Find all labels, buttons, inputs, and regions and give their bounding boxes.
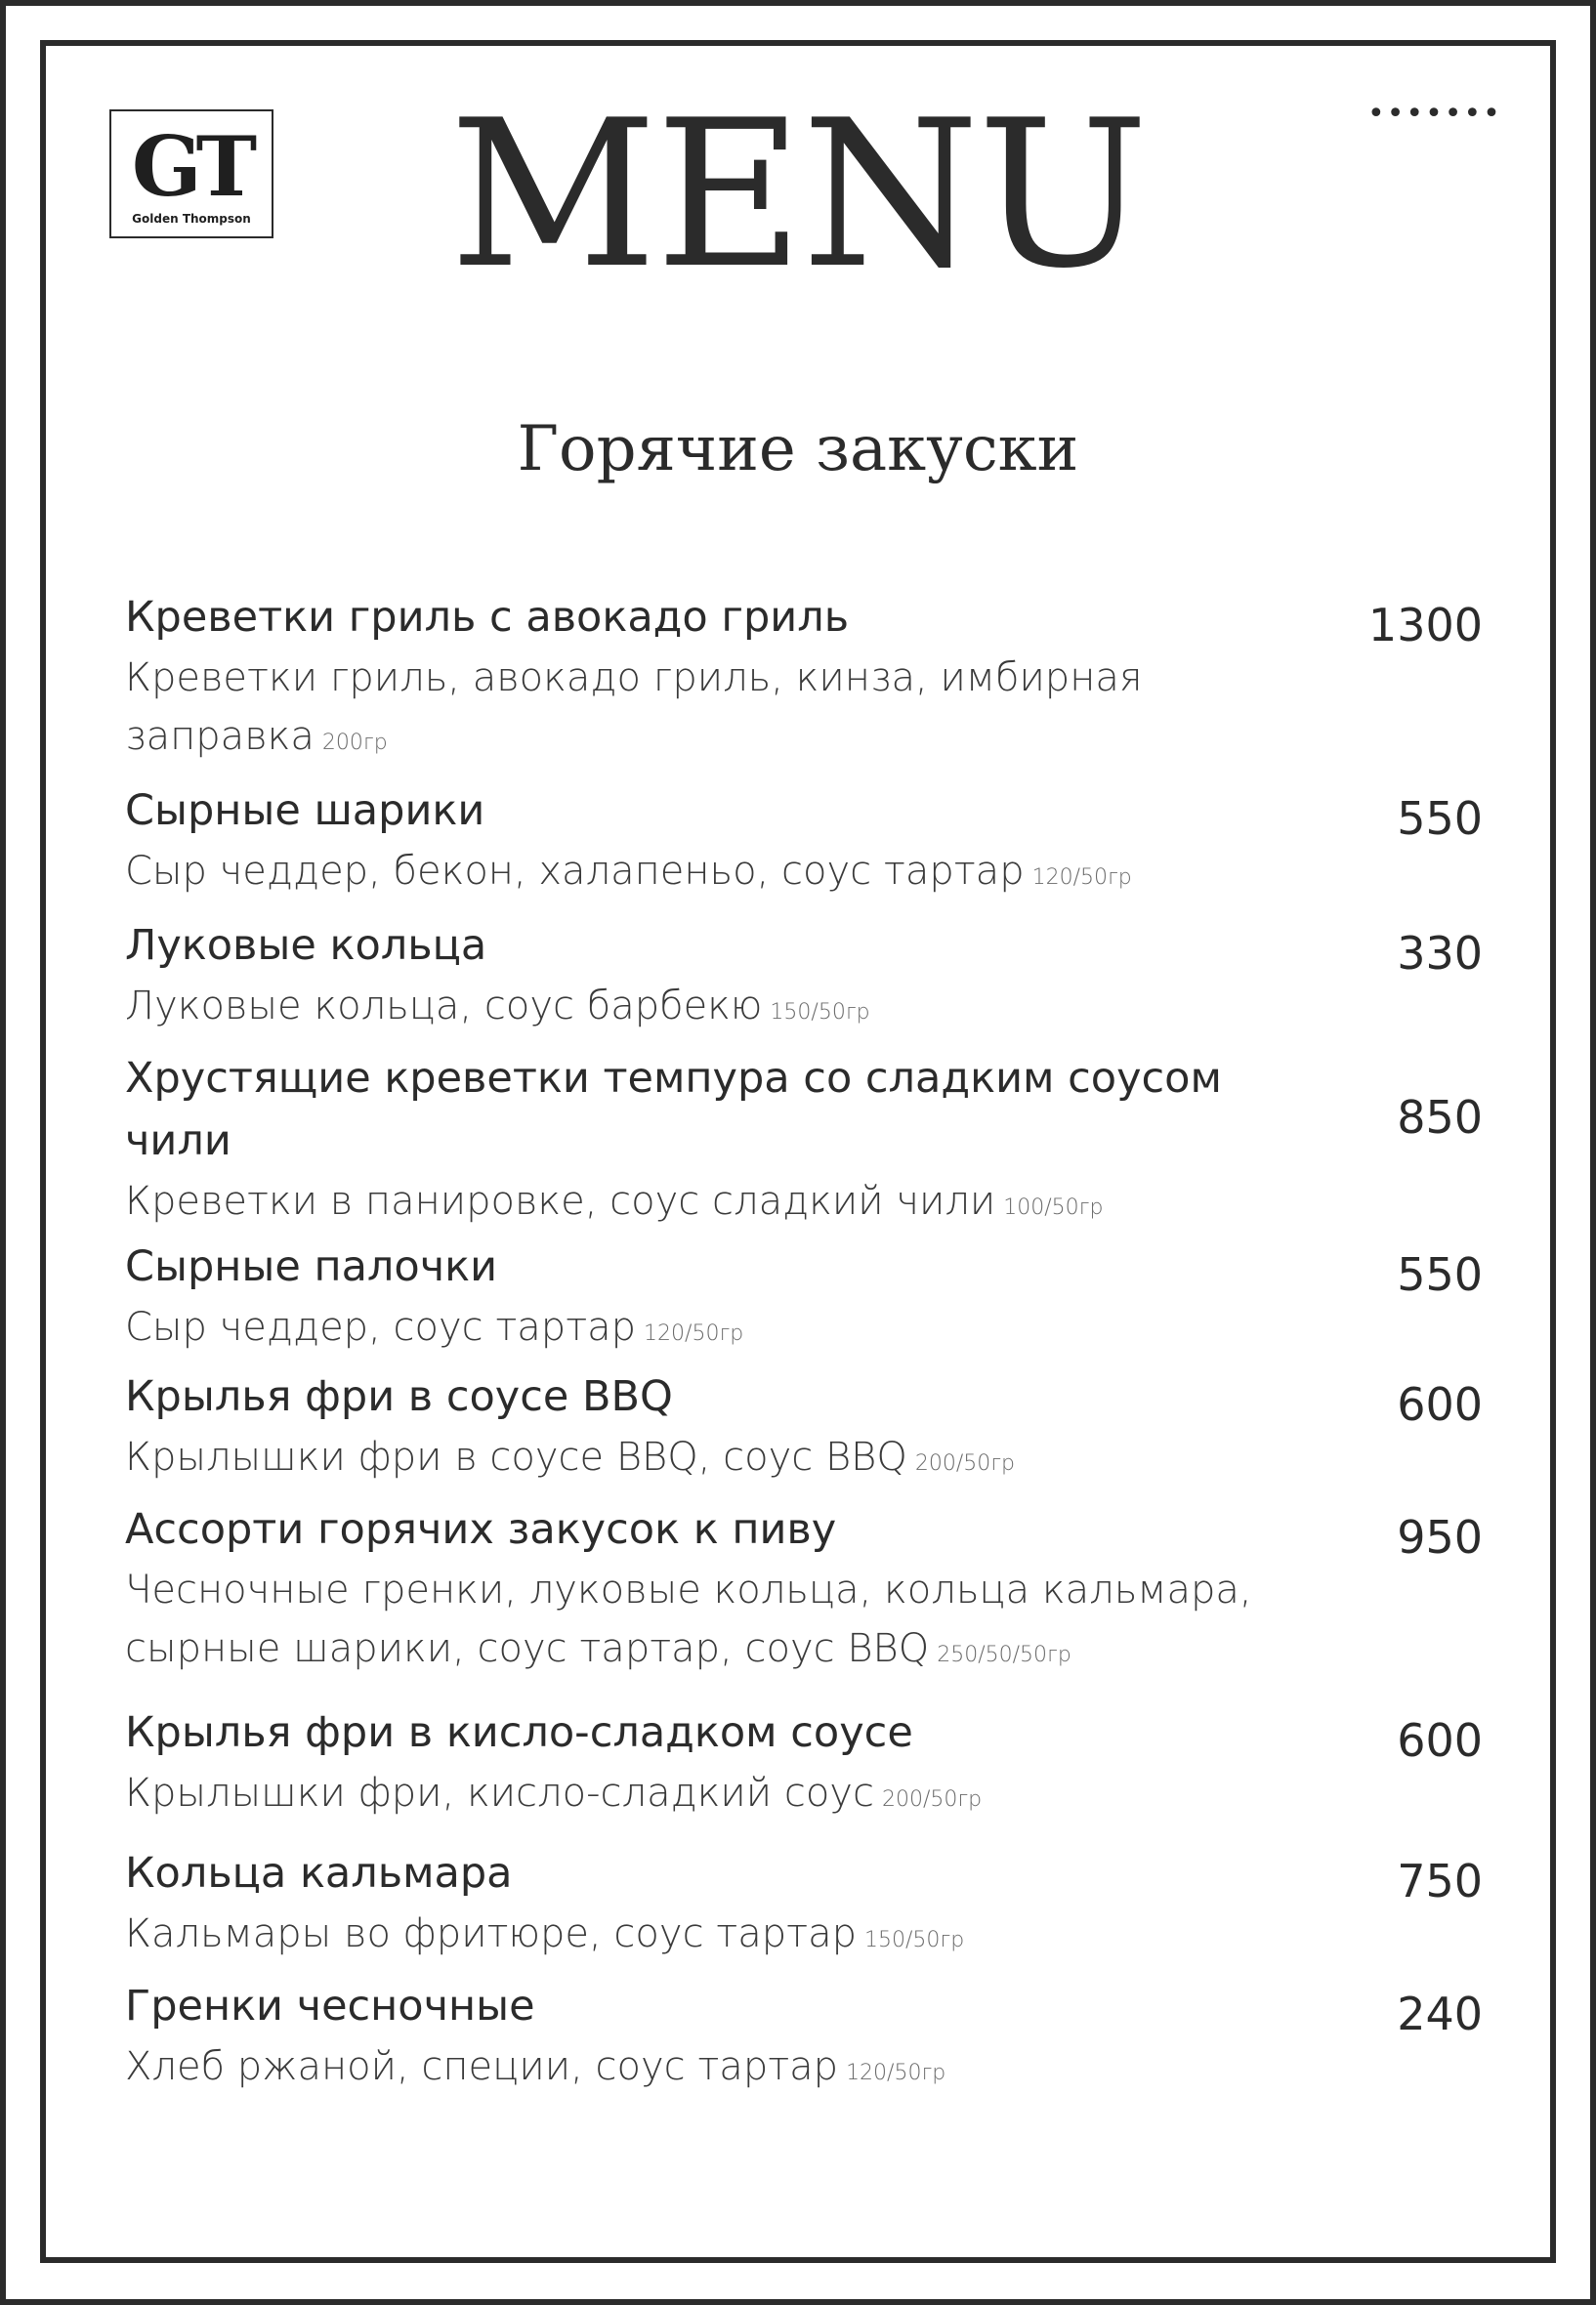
item-weight: 150/50гр <box>770 1000 870 1025</box>
logo-letters: GT <box>131 118 252 215</box>
menu-item <box>125 1975 1483 2103</box>
menu-item <box>125 1842 1483 1970</box>
item-price: 950 <box>1397 1511 1483 1564</box>
item-description <box>125 1172 1346 1237</box>
menu-item <box>125 1236 1483 1363</box>
item-weight: 100/50гр <box>1003 1195 1104 1220</box>
item-name: Креветки гриль с авокадо гриль <box>125 593 850 642</box>
logo-caption: Golden Thompson <box>132 212 251 226</box>
item-description-text: Крылышки фри в соусе BBQ, соус BBQ <box>125 1435 907 1480</box>
item-description-text: Крылышки фри, кисло-сладкий соус <box>125 1771 874 1816</box>
item-description <box>125 1298 1346 1363</box>
item-description-text: Чесночные гренки, луковые кольца, кольца кальмара, сырные шарики, соус тартар, соус BBQ <box>125 1568 1252 1671</box>
item-weight: 120/50гр <box>1031 865 1132 890</box>
item-description-text: Хлеб ржаной, специи, соус тартар <box>125 2044 839 2089</box>
menu-item <box>125 1365 1483 1493</box>
item-name: Гренки чесночные <box>125 1982 535 2031</box>
item-description-text: Луковые кольца, соус барбекю <box>125 984 763 1028</box>
item-name: Ассорти горячих закусок к пиву <box>125 1505 837 1554</box>
item-price: 850 <box>1397 1091 1483 1144</box>
item-price: 600 <box>1397 1714 1483 1767</box>
item-price: 550 <box>1397 792 1483 845</box>
item-weight: 120/50гр <box>644 1321 744 1346</box>
item-price: 240 <box>1397 1988 1483 2040</box>
menu-item <box>125 779 1483 907</box>
item-price: 600 <box>1397 1378 1483 1431</box>
item-description-text: Сыр чеддер, соус тартар <box>125 1305 637 1350</box>
item-weight: 200гр <box>321 731 388 755</box>
item-name: Кольца кальмара <box>125 1849 513 1898</box>
item-description <box>125 842 1346 907</box>
item-description <box>125 649 1346 773</box>
menu-item <box>125 1498 1483 1685</box>
item-weight: 120/50гр <box>846 2061 946 2085</box>
menu-item <box>125 914 1483 1042</box>
item-name: Сырные палочки <box>125 1242 498 1291</box>
item-name: Крылья фри в кисло-сладком соусе <box>125 1708 913 1757</box>
item-description <box>125 977 1346 1042</box>
item-weight: 150/50гр <box>863 1928 965 1952</box>
item-name: Луковые кольца <box>125 921 487 970</box>
section-title: Горячие закуски <box>517 413 1079 485</box>
item-description-text: Креветки в панировке, соус сладкий чили <box>125 1179 996 1224</box>
item-description <box>125 1905 1346 1970</box>
item-description <box>125 1428 1346 1493</box>
item-description-text: Сыр чеддер, бекон, халапеньо, соус тартар <box>125 849 1025 894</box>
item-weight: 200/50гр <box>914 1451 1016 1476</box>
item-weight: 200/50гр <box>881 1787 983 1812</box>
menu-item <box>125 1701 1483 1829</box>
item-description <box>125 1561 1346 1685</box>
item-name: Сырные шарики <box>125 786 485 835</box>
item-weight: 250/50/50гр <box>937 1643 1071 1667</box>
item-price: 1300 <box>1367 599 1483 651</box>
item-description-text: Креветки гриль, авокадо гриль, кинза, имбирная заправка <box>125 655 1143 759</box>
item-description <box>125 2037 1346 2103</box>
menu-item <box>125 586 1483 773</box>
item-name: Крылья фри в соусе BBQ <box>125 1372 673 1421</box>
menu-item <box>125 1047 1483 1237</box>
item-name: Хрустящие креветки темпура со сладким соусом чили <box>125 1054 1222 1165</box>
dots-ornament: ••••••• <box>1367 97 1502 131</box>
item-price: 750 <box>1397 1855 1483 1907</box>
item-price: 550 <box>1397 1248 1483 1301</box>
item-description <box>125 1764 1346 1829</box>
item-price: 330 <box>1397 927 1483 980</box>
item-description-text: Кальмары во фритюре, соус тартар <box>125 1911 857 1956</box>
menu-title: MENU <box>448 77 1148 314</box>
